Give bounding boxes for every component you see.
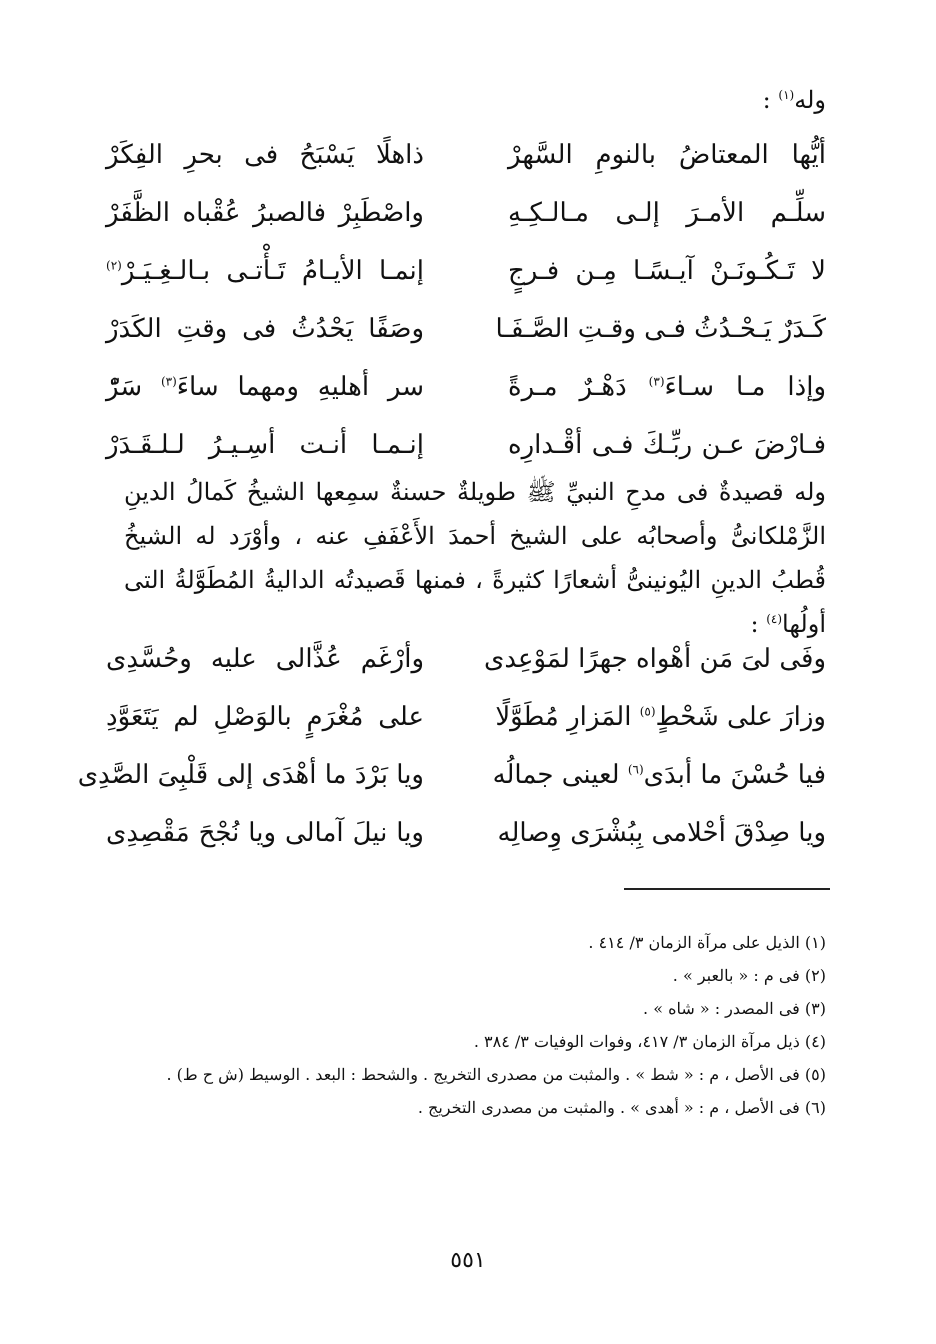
hemistich-text: لعينى جمالُه	[492, 760, 620, 790]
verse-line	[106, 358, 826, 416]
footnote: (١) الذيل على مرآة الزمان ٣/ ٤١٤ .	[588, 933, 826, 952]
verse-second-hemistich	[106, 242, 424, 300]
footnote: (٤) ذيل مرآة الزمان ٣/ ٤١٧، وفوات الوفيات ٣/ ٣٨٤ .	[473, 1032, 826, 1051]
footnote-mark: (٣)	[160, 374, 177, 389]
verse-line	[106, 688, 826, 746]
verse-second-hemistich: ويا بَرْدَ ما أهْدَى إلى قَلْبِىَ الصَّدِى	[77, 760, 424, 790]
verse-line	[77, 746, 826, 804]
verse-second-hemistich	[106, 358, 424, 416]
verse-line	[106, 126, 826, 184]
footnote-mark: (١)	[778, 88, 795, 102]
verse-first-hemistich: سلِّـم الأمـرَ إلـى مـالـكِـهِ	[508, 198, 826, 228]
verse-line	[106, 630, 826, 688]
poem-intro	[763, 82, 826, 118]
footnote-mark: (٦)	[627, 762, 644, 777]
hemistich-text: وزارَ على شَحْطٍ	[655, 702, 826, 732]
poem-1	[106, 126, 826, 474]
prose-text: وله قصيدةٌ فى مدحِ النبيِّ ﷺ طويلةٌ حسنةٌ سمِعها الشيخُ كَمالُ الدينِ الزَّمْلكانىُّ وأصحابُه على الشيخ أحمدَ الأَعْفَفِ عنه ، وأوْرَد له الشيخُ قُطبُ الدينِ اليُونينىُّ أشعارًا كثيرةً ، فمنها قَصيدتُه الداليةُ المُطَوَّلةُ التى أولُها	[124, 478, 826, 638]
verse-second-hemistich: على مُغْرَمٍ بالوَصْلِ لم يَتَعَوَّدِ	[106, 702, 424, 732]
verse-first-hemistich: فـارْضَ عـن ربِّـكَ فـى أقْـدارِه	[508, 430, 826, 460]
footnote-separator	[624, 888, 830, 890]
verse-first-hemistich	[508, 358, 826, 416]
verse-second-hemistich: ويا نيلَ آمالى ويا نُجْحَ مَقْصِدِى	[106, 818, 424, 848]
footnote: (٢) فى م : « بالعبر » .	[672, 966, 826, 985]
footnote: (٦) فى الأصل ، م : « أهدى » . والمثبت من مصدرى التخريج .	[417, 1098, 826, 1117]
verse-line	[106, 300, 826, 358]
prose-colon: :	[750, 610, 759, 638]
page-number: ٥٥١	[450, 1248, 486, 1273]
footnote: (٥) فى الأصل ، م : « شط » . والمثبت من مصدرى التخريج . والشحط : البعد . الوسيط (ش ح ط) .	[166, 1065, 826, 1084]
verse-first-hemistich: لا تَـكُـونَـنْ آيـسًـا مِـن فـرجٍ	[508, 256, 826, 286]
verse-second-hemistich: ذاهلًا يَسْبَحُ فى بحرِ الفِكَرْ	[106, 140, 424, 170]
verse-second-hemistich: وصَفًا يَحْدُثُ فى وقتِ الكَدَرْ	[106, 314, 424, 344]
verse-first-hemistich: ويا صِدْقَ أحْلامى بِبُشْرَى وِصالِه	[497, 818, 826, 848]
verse-first-hemistich: وفَى لىَ مَن أهْواه جهرًا لمَوْعِدى	[483, 644, 826, 674]
footnote-mark: (٢)	[106, 258, 122, 273]
verse-line	[106, 804, 826, 862]
verse-line	[106, 242, 826, 300]
hemistich-text: المَزارِ مُطَوَّلًا	[495, 702, 632, 732]
hemistich-text: سَرّْ	[106, 372, 143, 402]
verse-second-hemistich: إنـمـا أنـت أسِـيـرُ لـلـقَـدَرْ	[106, 430, 424, 460]
prose-paragraph	[124, 470, 826, 646]
verse-second-hemistich: واصْطَبِرْ فالصبرُ عُقْباه الظَّفَرْ	[106, 198, 424, 228]
hemistich-text: إنمـا الأيـامُ تَـأْتـى بـالـغِـيَـرْ	[121, 256, 424, 286]
hemistich-text: فيا حُسْنَ ما أبدَى	[643, 760, 826, 790]
verse-second-hemistich: وأرْغَم عُذَّالى عليه وحُسَّدِى	[106, 644, 424, 674]
footnote-mark: (٤)	[766, 612, 783, 626]
footnote-mark: (٣)	[648, 374, 665, 389]
verse-first-hemistich: كَـدَرٌ يَـحْـدُثُ فـى وقـتِ الصَّـفَـا	[495, 314, 826, 344]
intro-colon: :	[762, 86, 771, 114]
hemistich-text: دَهْـرٌ مـرةً	[508, 372, 627, 402]
footnotes	[100, 926, 826, 1124]
intro-text: وله	[794, 86, 826, 114]
hemistich-text: وإذا مـا سـاءَ	[664, 372, 826, 402]
footnote: (٣) فى المصدر : « شاه » .	[643, 999, 826, 1018]
verse-line	[106, 416, 826, 474]
verse-line	[106, 184, 826, 242]
verse-first-hemistich	[492, 746, 826, 804]
verse-first-hemistich	[495, 688, 826, 746]
hemistich-text: سر أهليهِ ومهما ساءَ	[176, 372, 425, 402]
verse-first-hemistich: أيُّها المعتاضُ بالنومِ السَّهرْ	[508, 140, 826, 170]
poem-2	[77, 630, 826, 862]
footnote-mark: (٥)	[639, 704, 656, 719]
